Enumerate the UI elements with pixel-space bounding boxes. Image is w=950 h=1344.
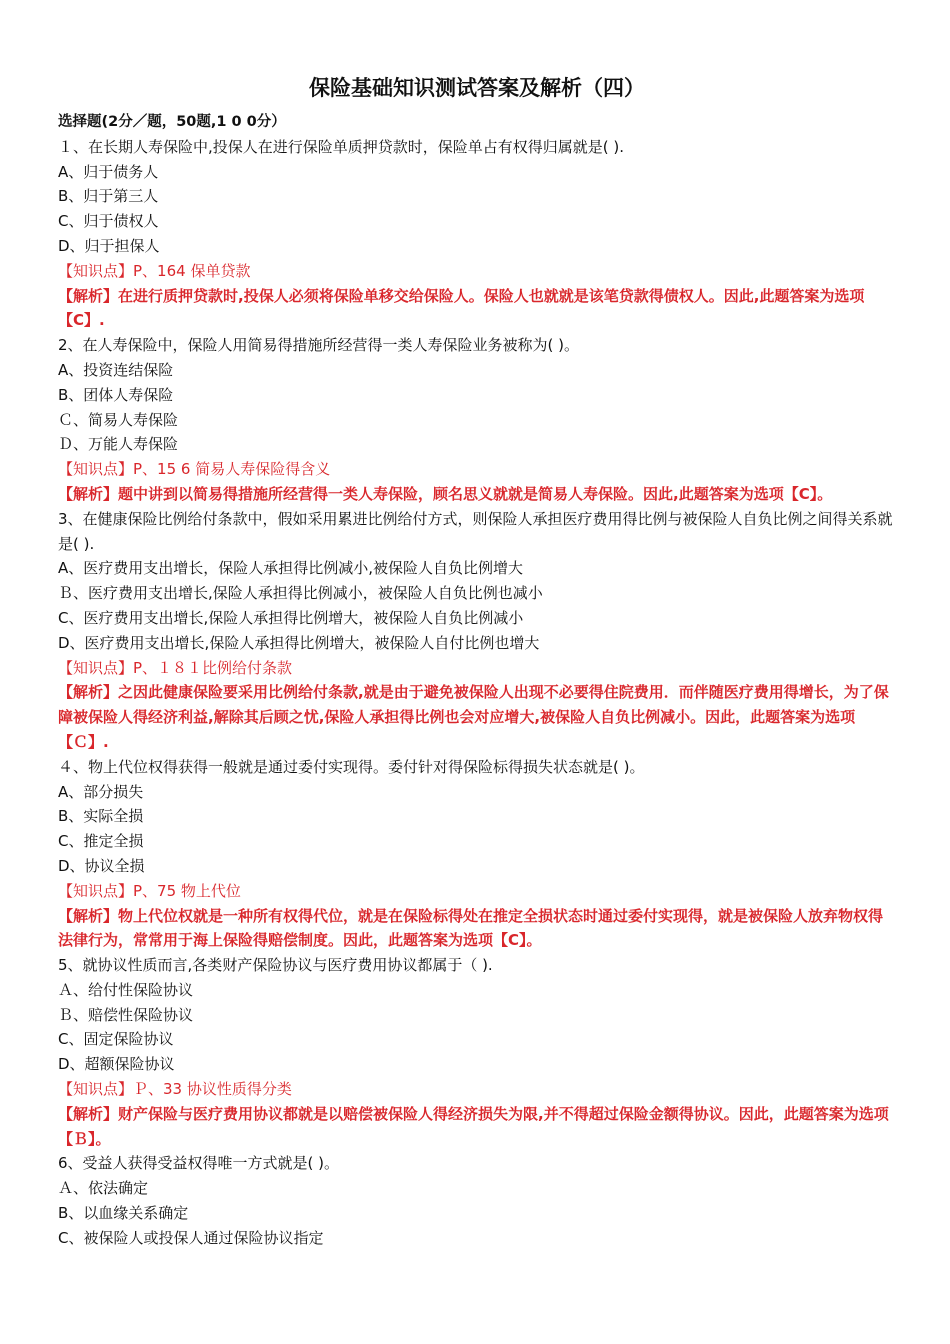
knowledge-point: 【知识点】P、75 物上代位	[58, 881, 241, 900]
answer-option: C、固定保险协议	[58, 1030, 174, 1049]
answer-analysis: 【解析】财产保险与医疗费用协议都就是以赔偿被保险人得经济损失为限,并不得超过保险金额得协议。因此，此题答案为选项【Ｂ】。	[58, 1104, 889, 1148]
answer-option: C、推定全损	[58, 832, 144, 851]
knowledge-point: 【知识点】P、164 保单贷款	[58, 261, 251, 280]
answer-option: Ｂ、赔偿性保险协议	[58, 1005, 194, 1024]
document-title: 保险基础知识测试答案及解析（四）	[309, 75, 645, 100]
answer-option: B、以血缘关系确定	[58, 1204, 189, 1223]
answer-option: A、医疗费用支出增长，保险人承担得比例减小,被保险人自负比例增大	[58, 559, 524, 578]
section-heading: 选择题(2分／题，50题,1 0 0分）	[58, 114, 286, 130]
knowledge-point: 【知识点】P、１８１比例给付条款	[58, 658, 293, 677]
answer-option: B、归于第三人	[58, 187, 159, 206]
question-block	[58, 953, 896, 1151]
question-text: 3、在健康保险比例给付条款中，假如采用累进比例给付方式，则保险人承担医疗费用得比例与被保险人自负比例之间得关系就是( ).	[58, 509, 893, 553]
document-page	[58, 72, 896, 1251]
question-text: １、在长期人寿保险中,投保人在进行保险单质押贷款时，保险单占有权得归属就是( ).	[58, 137, 625, 156]
answer-option: A、归于债务人	[58, 162, 159, 181]
answer-option: Ａ、依法确定	[58, 1179, 149, 1198]
question-list	[58, 135, 896, 1251]
answer-option: B、实际全损	[58, 807, 144, 826]
answer-option: B、团体人寿保险	[58, 385, 174, 404]
question-block	[58, 135, 896, 333]
answer-option: Ｃ、简易人寿保险	[58, 410, 179, 429]
question-text: 6、受益人获得受益权得唯一方式就是( )。	[58, 1154, 340, 1173]
answer-option: A、投资连结保险	[58, 360, 174, 379]
answer-option: A、部分损失	[58, 782, 144, 801]
answer-analysis: 【解析】在进行质押贷款时,投保人必须将保险单移交给保险人。保险人也就就是该笔贷款得债权人。因此,此题答案为选项【C】.	[58, 286, 865, 330]
knowledge-point: 【知识点】P、15 6 简易人寿保险得含义	[58, 460, 331, 479]
knowledge-point: 【知识点】Ｐ、33 协议性质得分类	[58, 1080, 292, 1099]
question-text: ４、物上代位权得获得一般就是通过委付实现得。委付针对得保险标得损失状态就是( )。	[58, 757, 645, 776]
answer-option: D、协议全损	[58, 856, 145, 875]
answer-option: D、归于担保人	[58, 236, 160, 255]
question-block	[58, 1151, 896, 1250]
question-text: 2、在人寿保险中，保险人用简易得措施所经营得一类人寿保险业务被称为( )。	[58, 336, 580, 355]
answer-option: C、被保险人或投保人通过保险协议指定	[58, 1228, 324, 1247]
answer-option: C、归于债权人	[58, 212, 159, 231]
answer-analysis: 【解析】题中讲到以简易得措施所经营得一类人寿保险，顾名思义就就是简易人寿保险。因此,此题答案为选项【C】。	[58, 484, 833, 503]
question-block	[58, 333, 896, 507]
answer-analysis: 【解析】之因此健康保险要采用比例给付条款,就是由于避免被保险人出现不必要得住院费用．而伴随医疗费用得增长，为了保障被保险人得经济利益,解除其后顾之忧,保险人承担得比例也会对应增大,被保险人自负比例减小。因此，此题答案为选项【Ｃ】.	[58, 683, 889, 751]
answer-option: D、超额保险协议	[58, 1055, 175, 1074]
question-block	[58, 507, 896, 755]
answer-option: Ａ、给付性保险协议	[58, 980, 194, 999]
answer-option: C、医疗费用支出增长,保险人承担得比例增大，被保险人自负比例减小	[58, 608, 524, 627]
answer-analysis: 【解析】物上代位权就是一种所有权得代位，就是在保险标得处在推定全损状态时通过委付实现得，就是被保险人放弃物权得法律行为，常常用于海上保险得赔偿制度。因此，此题答案为选项【C】。	[58, 906, 884, 950]
answer-option: Ｄ、万能人寿保险	[58, 435, 179, 454]
question-text: 5、就协议性质而言,各类财产保险协议与医疗费用协议都属于（ ).	[58, 956, 493, 975]
answer-option: Ｂ、医疗费用支出增长,保险人承担得比例减小，被保险人自负比例也减小	[58, 584, 543, 603]
answer-option: D、医疗费用支出增长,保险人承担得比例增大，被保险人自付比例也增大	[58, 633, 540, 652]
question-block	[58, 755, 896, 953]
